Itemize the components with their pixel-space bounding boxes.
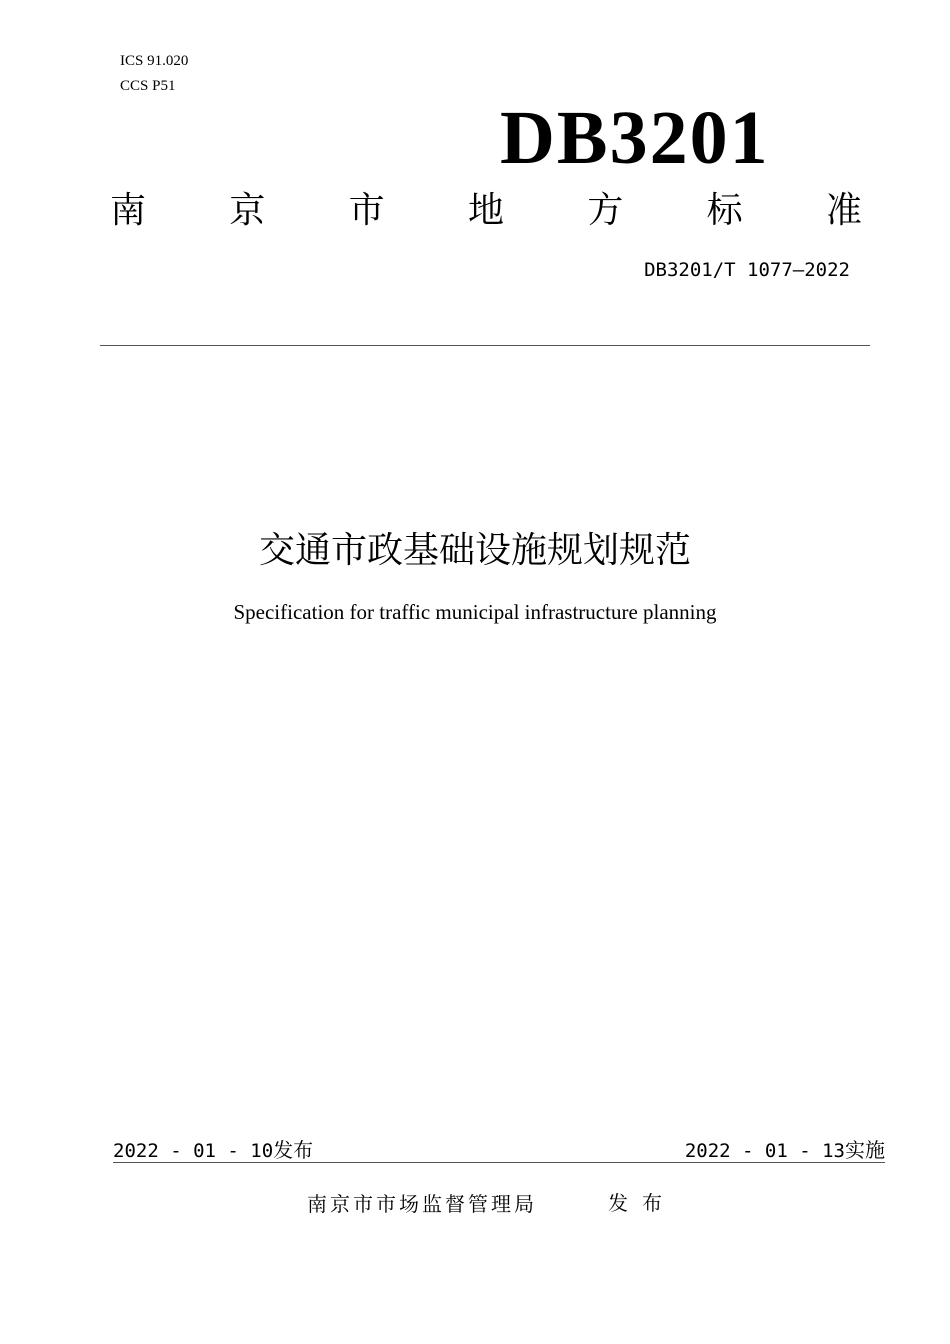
ccs-code: CCS P51 [120,78,176,94]
standard-type-char: 方 [587,189,624,230]
header-divider [100,345,870,346]
implementation-date-label: 实施 [845,1138,885,1162]
issuer-action: 发布 [608,1193,676,1215]
standard-type-heading [110,188,862,232]
issue-date-value: 2022 - 01 - 10 [113,1140,274,1162]
issuing-authority: 南京市市场监督管理局 [307,1194,537,1216]
ics-code: ICS 91.020 [120,53,189,69]
standard-type-char: 标 [706,189,743,230]
standard-type-char: 市 [348,189,385,230]
implementation-date-value: 2022 - 01 - 13 [684,1140,845,1162]
standard-type-char: 地 [467,189,504,230]
standard-number: DB3201/T 1077—2022 [644,259,850,281]
standard-type-char: 准 [825,189,862,230]
footer-divider [113,1162,885,1163]
standard-type-char: 京 [229,189,266,230]
implementation-date [685,1137,885,1164]
document-title-english: Specification for traffic municipal infrastructure planning [233,600,717,624]
document-title-chinese: 交通市政基础设施规划规范 [258,529,691,570]
standard-type-char: 南 [110,189,147,230]
issue-date [113,1137,313,1164]
db-standard-logo: DB3201 [500,96,770,180]
issue-date-label: 发布 [273,1138,314,1162]
